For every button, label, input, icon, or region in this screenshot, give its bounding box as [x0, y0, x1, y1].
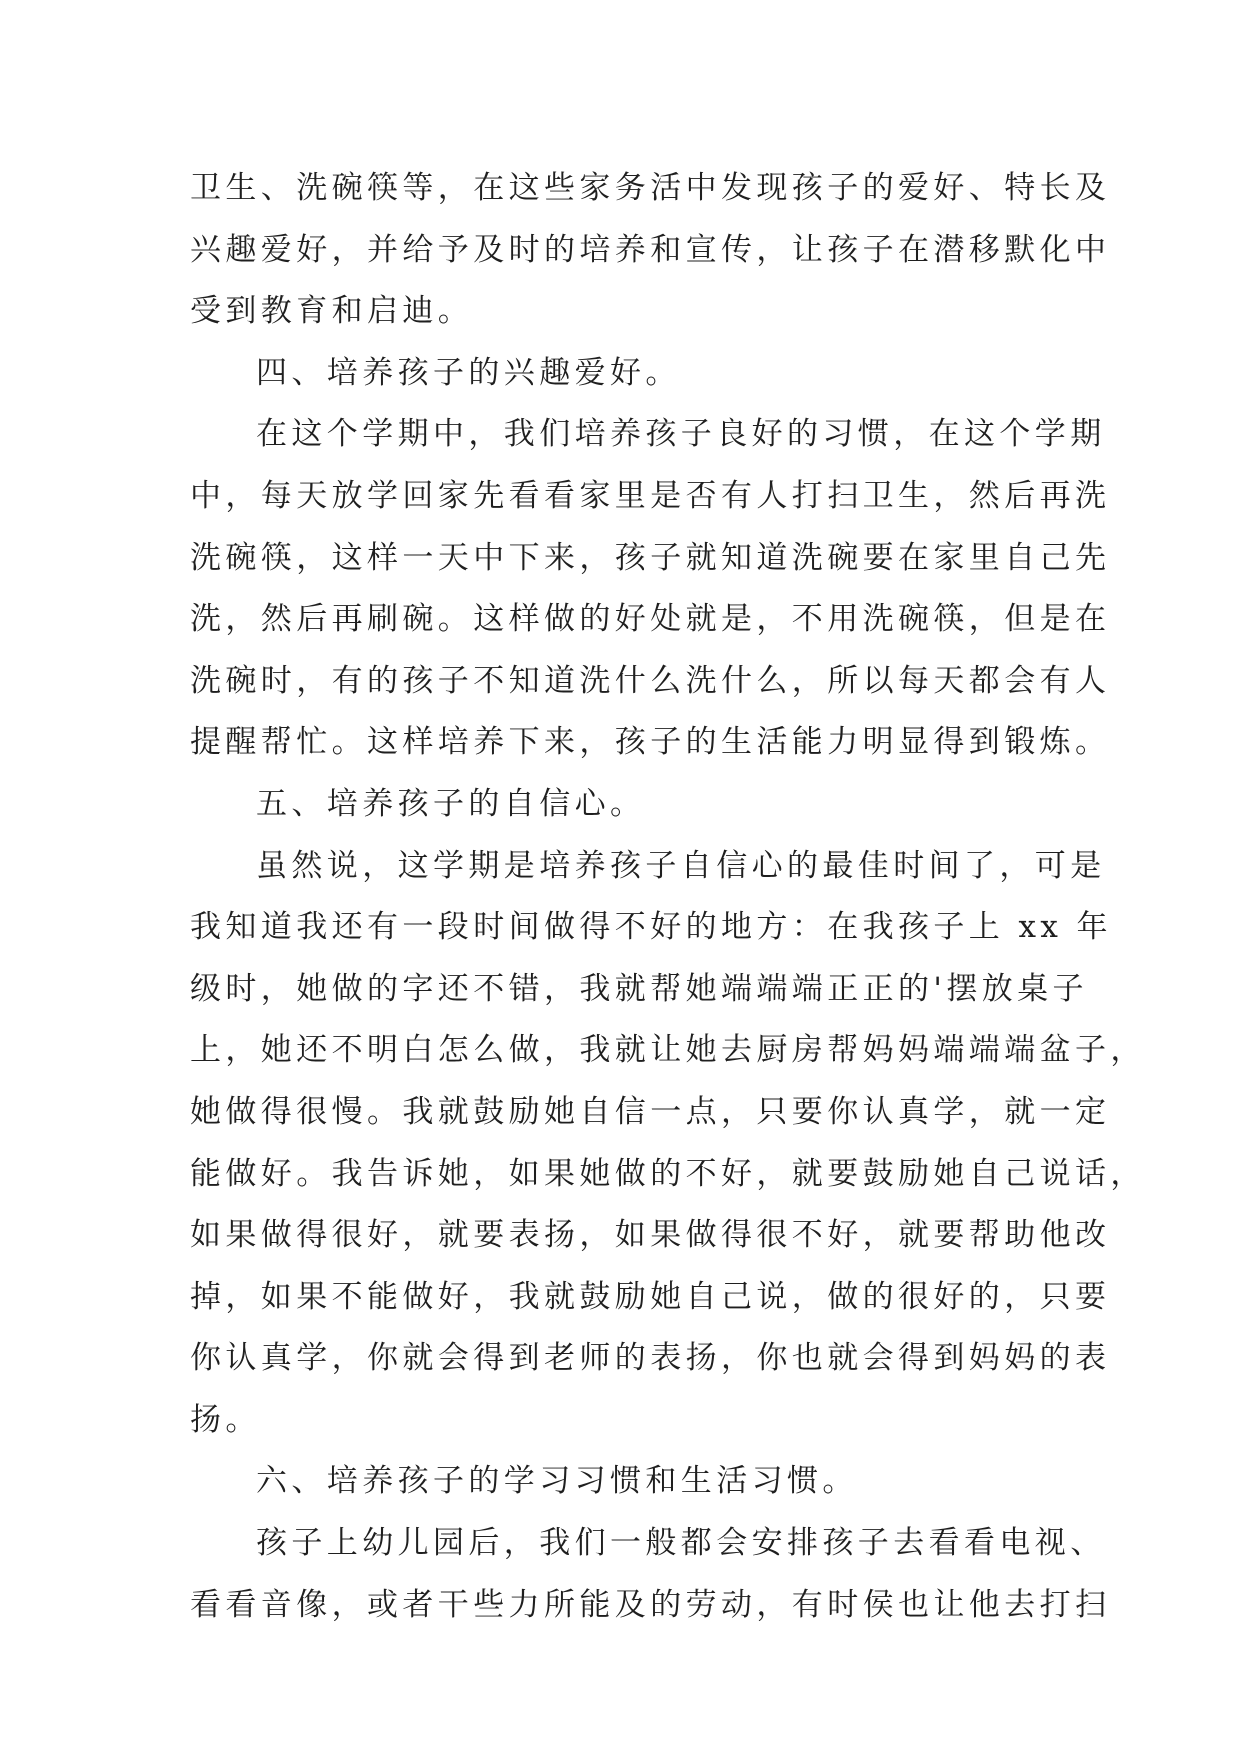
text-line-12: 虽然说，这学期是培养孩子自信心的最佳时间了，可是 [256, 847, 1106, 884]
text-line-8: 洗，然后再刷碗。这样做的好处就是，不用洗碗筷，但是在 [190, 601, 1111, 638]
section-heading-6: 六、培养孩子的学习习惯和生活习惯。 [256, 1463, 858, 1500]
text-line-21: 扬。 [190, 1401, 261, 1438]
text-line-5: 在这个学期中，我们培养孩子良好的习惯，在这个学期 [256, 416, 1106, 453]
text-line-16: 她做得很慢。我就鼓励她自信一点，只要你认真学，就一定 [190, 1093, 1111, 1130]
text-line-10: 提醒帮忙。这样培养下来，孩子的生活能力明显得到锻炼。 [190, 724, 1111, 761]
section-heading-4: 四、培养孩子的兴趣爱好。 [256, 354, 681, 391]
text-line-17: 能做好。我告诉她，如果她做的不好，就要鼓励她自己说话， [190, 1155, 1146, 1192]
text-line-15: 上，她还不明白怎么做，我就让她去厨房帮妈妈端端端盆子， [190, 1032, 1146, 1069]
text-line-2: 兴趣爱好，并给予及时的培养和宣传，让孩子在潜移默化中 [190, 231, 1111, 268]
text-line-14: 级时，她做的字还不错，我就帮她端端端正正的'摆放桌子 [190, 970, 1088, 1007]
text-line-3: 受到教育和启迪。 [190, 293, 474, 330]
text-line-9: 洗碗时，有的孩子不知道洗什么洗什么，所以每天都会有人 [190, 662, 1111, 699]
text-line-6: 中，每天放学回家先看看家里是否有人打扫卫生，然后再洗 [190, 477, 1111, 514]
text-line-7: 洗碗筷，这样一天中下来，孩子就知道洗碗要在家里自己先 [190, 539, 1111, 576]
section-heading-5: 五、培养孩子的自信心。 [256, 785, 646, 822]
document-body [190, 158, 1146, 1636]
text-line-13: 我知道我还有一段时间做得不好的地方：在我孩子上 xx 年 [190, 909, 1112, 946]
text-line-18: 如果做得很好，就要表扬，如果做得很不好，就要帮助他改 [190, 1217, 1111, 1254]
text-line-19: 掉，如果不能做好，我就鼓励她自己说，做的很好的，只要 [190, 1278, 1111, 1315]
text-line-24: 看看音像，或者干些力所能及的劳动，有时侯也让他去打扫 [190, 1586, 1111, 1623]
text-line-20: 你认真学，你就会得到老师的表扬，你也就会得到妈妈的表 [190, 1340, 1111, 1377]
text-line-1: 卫生、洗碗筷等，在这些家务活中发现孩子的爱好、特长及 [190, 170, 1111, 206]
text-line-23: 孩子上幼儿园后，我们一般都会安排孩子去看看电视、 [256, 1525, 1106, 1562]
